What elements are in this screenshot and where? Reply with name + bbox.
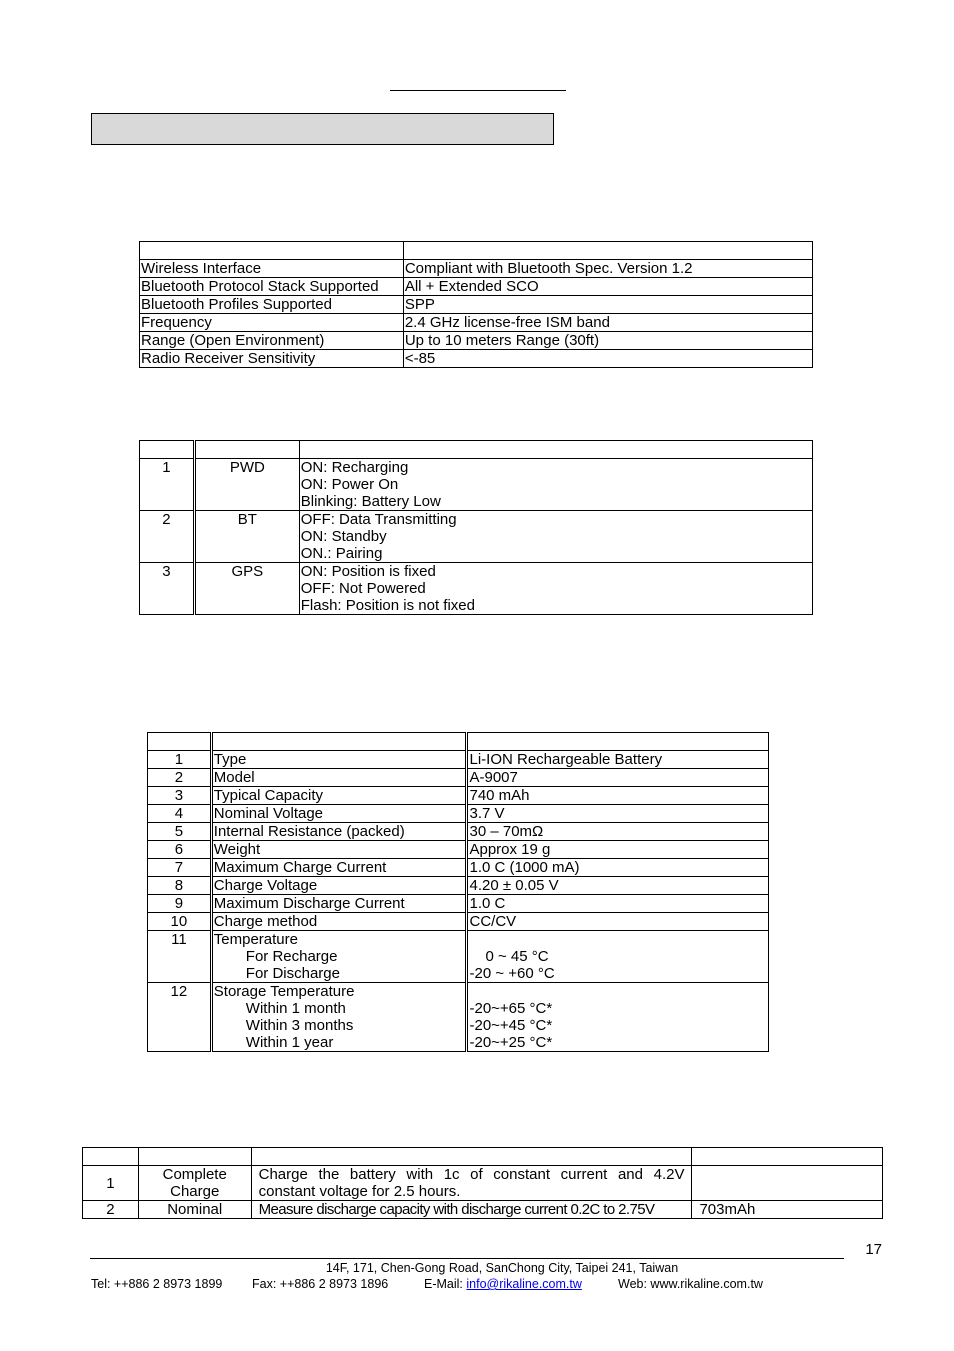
battery-spec-table: [147, 732, 769, 1052]
led-state: ON.: Pairing: [300, 545, 383, 562]
battery-subitem: For Discharge: [245, 965, 340, 982]
led-number: 1: [140, 459, 195, 511]
footer-email: [424, 1277, 582, 1291]
section-title-box: [91, 113, 554, 145]
battery-row-number: 11: [148, 931, 212, 983]
bluetooth-spec-table: [139, 241, 813, 368]
table-row: [140, 459, 813, 511]
led-state: Flash: Position is not fixed: [300, 597, 475, 614]
table-row: [140, 314, 813, 332]
led-description: [299, 459, 812, 511]
led-name: GPS: [194, 563, 299, 615]
battery-item: Maximum Discharge Current: [211, 895, 467, 913]
spec-label: Bluetooth Protocol Stack Supported: [140, 278, 404, 296]
battery-item: Nominal Voltage: [211, 805, 467, 823]
test-description: Charge the battery with 1c of constant current and 4.2V constant voltage for 2.5 hours.: [251, 1166, 692, 1201]
battery-value: 3.7 V: [467, 805, 769, 823]
battery-item-title: Temperature: [213, 931, 298, 948]
led-state: ON: Recharging: [300, 459, 409, 476]
battery-subvalue: 0 ~ 45 °C: [485, 948, 549, 965]
battery-value: Li-ION Rechargeable Battery: [467, 751, 769, 769]
led-state: ON: Position is fixed: [300, 563, 436, 580]
test-row-number: 1: [83, 1166, 139, 1201]
test-result: [692, 1166, 883, 1201]
battery-subvalue: -20~+45 °C*: [469, 1017, 553, 1034]
header-rule: [390, 90, 566, 91]
battery-item: Type: [211, 751, 467, 769]
battery-value: Approx 19 g: [467, 841, 769, 859]
table-row: [83, 1201, 883, 1219]
table-row: [148, 931, 769, 983]
spec-label: Radio Receiver Sensitivity: [140, 350, 404, 368]
battery-row-number: 10: [148, 913, 212, 931]
test-description: Measure discharge capacity with discharge current 0.2C to 2.75V: [251, 1201, 692, 1219]
table-row: [140, 296, 813, 314]
battery-value: CC/CV: [467, 913, 769, 931]
page-number: 17: [865, 1241, 882, 1258]
table-header-row: [83, 1148, 883, 1166]
led-state: Blinking: Battery Low: [300, 493, 441, 510]
battery-value: 740 mAh: [467, 787, 769, 805]
footer-fax: Fax: ++886 2 8973 1896: [252, 1277, 389, 1291]
table-row: [148, 769, 769, 787]
test-item-line: Complete: [162, 1166, 227, 1183]
battery-item: Weight: [211, 841, 467, 859]
battery-row-number: 3: [148, 787, 212, 805]
spec-label: Bluetooth Profiles Supported: [140, 296, 404, 314]
battery-value: 1.0 C: [467, 895, 769, 913]
battery-item: Charge method: [211, 913, 467, 931]
battery-value: A-9007: [467, 769, 769, 787]
battery-row-number: 12: [148, 983, 212, 1052]
spec-value: Up to 10 meters Range (30ft): [403, 332, 812, 350]
led-description: [299, 563, 812, 615]
battery-subvalue: -20~+25 °C*: [469, 1034, 553, 1051]
table-row: [148, 913, 769, 931]
table-row: [148, 983, 769, 1052]
table-row: [148, 823, 769, 841]
table-row: [148, 895, 769, 913]
battery-item-title: Storage Temperature: [213, 983, 355, 1000]
table-row: [148, 859, 769, 877]
battery-item: [211, 983, 467, 1052]
battery-item: Charge Voltage: [211, 877, 467, 895]
table-row: [83, 1166, 883, 1201]
battery-item: Model: [211, 769, 467, 787]
led-indicator-table: [139, 440, 813, 615]
spec-label: Range (Open Environment): [140, 332, 404, 350]
test-item: Nominal: [138, 1201, 251, 1219]
table-header-row: [148, 733, 769, 751]
table-row: [140, 350, 813, 368]
led-state: ON: Standby: [300, 528, 387, 545]
battery-value: 4.20 ± 0.05 V: [467, 877, 769, 895]
led-state: OFF: Data Transmitting: [300, 511, 457, 528]
battery-item: [211, 931, 467, 983]
battery-subitem: Within 3 months: [245, 1017, 354, 1034]
test-row-number: 2: [83, 1201, 139, 1219]
spec-value: SPP: [403, 296, 812, 314]
battery-test-table: [82, 1147, 883, 1219]
table-row: [148, 877, 769, 895]
battery-subitem: Within 1 month: [245, 1000, 346, 1017]
footer-web: Web: www.rikaline.com.tw: [618, 1277, 763, 1291]
battery-row-number: 5: [148, 823, 212, 841]
battery-row-number: 1: [148, 751, 212, 769]
footer-tel: Tel: ++886 2 8973 1899: [91, 1277, 223, 1291]
battery-subvalue: -20~+65 °C*: [469, 1000, 553, 1017]
footer-address: 14F, 171, Chen-Gong Road, SanChong City, Taipei 241, Taiwan: [325, 1261, 679, 1275]
battery-row-number: 7: [148, 859, 212, 877]
led-number: 3: [140, 563, 195, 615]
led-description: [299, 511, 812, 563]
table-row: [140, 278, 813, 296]
table-row: [140, 511, 813, 563]
test-item-line: Charge: [170, 1183, 220, 1200]
battery-item: Maximum Charge Current: [211, 859, 467, 877]
footer-email-label: E-Mail:: [424, 1277, 463, 1291]
battery-subitem: For Recharge: [245, 948, 338, 965]
table-row: [148, 787, 769, 805]
spec-value: 2.4 GHz license-free ISM band: [403, 314, 812, 332]
led-state: OFF: Not Powered: [300, 580, 426, 597]
table-row: [140, 332, 813, 350]
battery-row-number: 4: [148, 805, 212, 823]
spec-value: <-85: [403, 350, 812, 368]
battery-row-number: 2: [148, 769, 212, 787]
battery-row-number: 8: [148, 877, 212, 895]
footer-rule: [90, 1258, 844, 1259]
led-name: BT: [194, 511, 299, 563]
battery-value: 30 – 70mΩ: [467, 823, 769, 841]
table-row: [148, 841, 769, 859]
spec-value: Compliant with Bluetooth Spec. Version 1.2: [403, 260, 812, 278]
led-name: PWD: [194, 459, 299, 511]
table-row: [148, 805, 769, 823]
table-header-row: [140, 242, 813, 260]
battery-row-number: 9: [148, 895, 212, 913]
battery-value: [467, 983, 769, 1052]
led-number: 2: [140, 511, 195, 563]
table-row: [140, 563, 813, 615]
test-result: 703mAh: [692, 1201, 883, 1219]
table-row: [140, 260, 813, 278]
battery-value: [467, 931, 769, 983]
battery-row-number: 6: [148, 841, 212, 859]
battery-subitem: Within 1 year: [245, 1034, 334, 1051]
battery-item: Typical Capacity: [211, 787, 467, 805]
table-header-row: [140, 441, 813, 459]
battery-value: 1.0 C (1000 mA): [467, 859, 769, 877]
led-state: ON: Power On: [300, 476, 399, 493]
spec-label: Wireless Interface: [140, 260, 404, 278]
battery-subvalue: -20 ~ +60 °C: [469, 965, 555, 982]
spec-label: Frequency: [140, 314, 404, 332]
test-item: [138, 1166, 251, 1201]
footer-email-link[interactable]: info@rikaline.com.tw: [466, 1277, 582, 1291]
table-row: [148, 751, 769, 769]
spec-value: All + Extended SCO: [403, 278, 812, 296]
battery-item: Internal Resistance (packed): [211, 823, 467, 841]
